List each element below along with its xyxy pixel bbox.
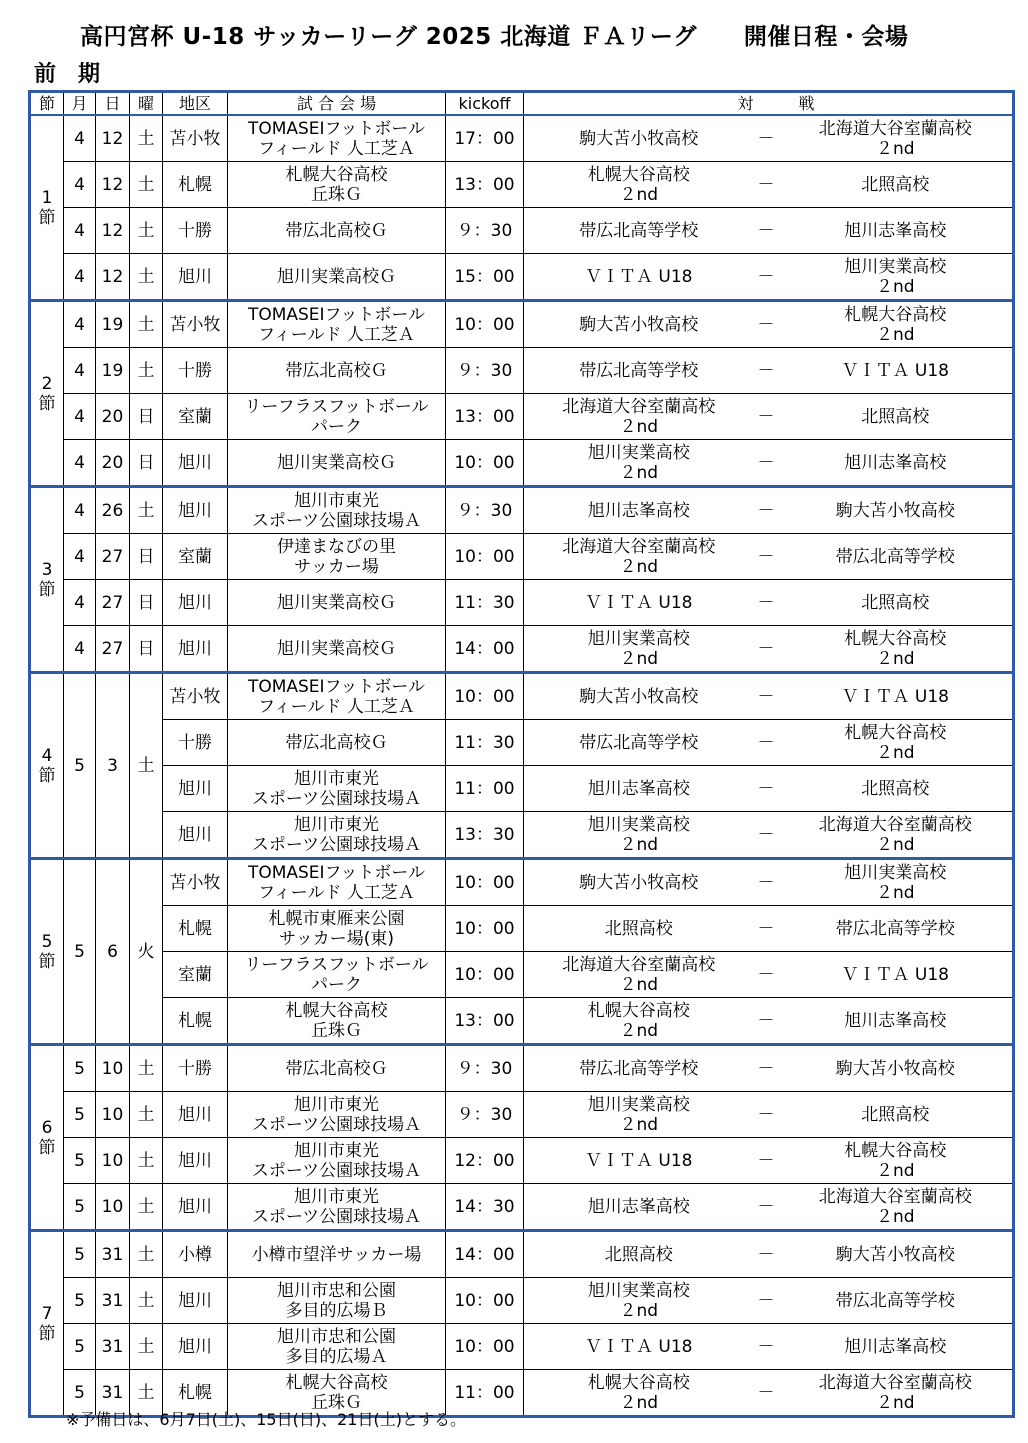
table-row bbox=[30, 859, 1014, 906]
weekday-cell: 土 bbox=[130, 115, 163, 162]
month-cell: 4 bbox=[64, 254, 96, 301]
header-match-spacer bbox=[754, 92, 779, 116]
header-area: 地区 bbox=[163, 92, 228, 116]
table-row bbox=[30, 720, 1014, 766]
month-cell: 5 bbox=[64, 1184, 96, 1231]
venue-cell: 旭川市東光 スポーツ公園球技場Ａ bbox=[228, 812, 446, 859]
month-cell: 5 bbox=[64, 1324, 96, 1370]
table-row bbox=[30, 208, 1014, 254]
weekday-cell: 日 bbox=[130, 626, 163, 673]
venue-cell: 旭川市東光 スポーツ公園球技場Ａ bbox=[228, 1184, 446, 1231]
home-team-cell: 北照高校 bbox=[524, 906, 754, 952]
venue-cell: リーフラスフットボール パーク bbox=[228, 952, 446, 998]
kickoff-cell: ９：30 bbox=[446, 487, 524, 534]
versus-dash: － bbox=[754, 1324, 779, 1370]
month-cell: 4 bbox=[64, 580, 96, 626]
round-label: 3 節 bbox=[30, 487, 64, 673]
venue-cell: 札幌大谷高校 丘珠Ｇ bbox=[228, 1370, 446, 1417]
venue-cell: 旭川実業高校Ｇ bbox=[228, 254, 446, 301]
month-cell: 4 bbox=[64, 487, 96, 534]
venue-cell: TOMASEIフットボール フィールド 人工芝Ａ bbox=[228, 859, 446, 906]
versus-dash: － bbox=[754, 348, 779, 394]
area-cell: 室蘭 bbox=[163, 534, 228, 580]
area-cell: 札幌 bbox=[163, 162, 228, 208]
weekday-cell: 土 bbox=[130, 487, 163, 534]
away-team-cell: 北海道大谷室蘭高校 ２nd bbox=[779, 812, 1014, 859]
versus-dash: － bbox=[754, 859, 779, 906]
table-row bbox=[30, 766, 1014, 812]
away-team-cell: 駒大苫小牧高校 bbox=[779, 1045, 1014, 1092]
area-cell: 旭川 bbox=[163, 812, 228, 859]
away-team-cell: 帯広北高等学校 bbox=[779, 906, 1014, 952]
kickoff-cell: 10：00 bbox=[446, 859, 524, 906]
away-team-cell: 旭川実業高校 ２nd bbox=[779, 859, 1014, 906]
day-cell: 19 bbox=[96, 348, 130, 394]
month-cell: 4 bbox=[64, 115, 96, 162]
kickoff-cell: 14：00 bbox=[446, 1231, 524, 1278]
day-cell: 31 bbox=[96, 1370, 130, 1417]
away-team-cell: 北照高校 bbox=[779, 394, 1014, 440]
venue-cell: 旭川市忠和公園 多目的広場Ａ bbox=[228, 1324, 446, 1370]
kickoff-cell: 13：00 bbox=[446, 162, 524, 208]
away-team-cell: 北照高校 bbox=[779, 580, 1014, 626]
kickoff-cell: 11：00 bbox=[446, 1370, 524, 1417]
document-title: 高円宮杯 U-18 サッカーリーグ 2025 北海道 ＦＡリーグ 開催日程・会場 bbox=[80, 24, 909, 50]
month-cell: 5 bbox=[64, 1092, 96, 1138]
schedule-table bbox=[28, 90, 1015, 1418]
month-cell: 4 bbox=[64, 208, 96, 254]
versus-dash: － bbox=[754, 580, 779, 626]
weekday-cell: 土 bbox=[130, 301, 163, 348]
area-cell: 小樽 bbox=[163, 1231, 228, 1278]
versus-dash: － bbox=[754, 394, 779, 440]
versus-dash: － bbox=[754, 906, 779, 952]
weekday-cell: 土 bbox=[130, 348, 163, 394]
versus-dash: － bbox=[754, 534, 779, 580]
venue-cell: 帯広北高校Ｇ bbox=[228, 720, 446, 766]
header-venue: 試 合 会 場 bbox=[228, 92, 446, 116]
table-row bbox=[30, 580, 1014, 626]
away-team-cell: 札幌大谷高校 ２nd bbox=[779, 301, 1014, 348]
away-team-cell: 札幌大谷高校 ２nd bbox=[779, 720, 1014, 766]
kickoff-cell: 10：00 bbox=[446, 1324, 524, 1370]
versus-dash: － bbox=[754, 1370, 779, 1417]
versus-dash: － bbox=[754, 1045, 779, 1092]
venue-cell: 伊達まなびの里 サッカー場 bbox=[228, 534, 446, 580]
day-cell: 12 bbox=[96, 115, 130, 162]
away-team-cell: 旭川志峯高校 bbox=[779, 1324, 1014, 1370]
month-cell: 5 bbox=[64, 1138, 96, 1184]
weekday-cell: 土 bbox=[130, 673, 163, 859]
kickoff-cell: 13：00 bbox=[446, 394, 524, 440]
area-cell: 苫小牧 bbox=[163, 673, 228, 720]
table-row bbox=[30, 162, 1014, 208]
weekday-cell: 火 bbox=[130, 859, 163, 1045]
area-cell: 苫小牧 bbox=[163, 859, 228, 906]
weekday-cell: 土 bbox=[130, 1138, 163, 1184]
venue-cell: 旭川実業高校Ｇ bbox=[228, 580, 446, 626]
versus-dash: － bbox=[754, 720, 779, 766]
kickoff-cell: 10：00 bbox=[446, 673, 524, 720]
away-team-cell: ＶＩＴＡ U18 bbox=[779, 673, 1014, 720]
day-cell: 26 bbox=[96, 487, 130, 534]
versus-dash: － bbox=[754, 673, 779, 720]
day-cell: 31 bbox=[96, 1278, 130, 1324]
weekday-cell: 日 bbox=[130, 534, 163, 580]
kickoff-cell: 11：30 bbox=[446, 580, 524, 626]
area-cell: 十勝 bbox=[163, 720, 228, 766]
table-row bbox=[30, 115, 1014, 162]
area-cell: 旭川 bbox=[163, 626, 228, 673]
venue-cell: 小樽市望洋サッカー場 bbox=[228, 1231, 446, 1278]
home-team-cell: 駒大苫小牧高校 bbox=[524, 859, 754, 906]
kickoff-cell: 15：00 bbox=[446, 254, 524, 301]
weekday-cell: 土 bbox=[130, 1278, 163, 1324]
weekday-cell: 日 bbox=[130, 440, 163, 487]
header-setsu: 節 bbox=[30, 92, 64, 116]
home-team-cell: 帯広北高等学校 bbox=[524, 208, 754, 254]
table-row bbox=[30, 906, 1014, 952]
away-team-cell: ＶＩＴＡ U18 bbox=[779, 952, 1014, 998]
kickoff-cell: 12：00 bbox=[446, 1138, 524, 1184]
day-cell: 19 bbox=[96, 301, 130, 348]
home-team-cell: 北海道大谷室蘭高校 ２nd bbox=[524, 952, 754, 998]
home-team-cell: 旭川実業高校 ２nd bbox=[524, 1092, 754, 1138]
round-label: 4 節 bbox=[30, 673, 64, 859]
day-cell: 31 bbox=[96, 1324, 130, 1370]
month-cell: 4 bbox=[64, 162, 96, 208]
table-row bbox=[30, 487, 1014, 534]
header-row bbox=[30, 92, 1014, 116]
day-cell: 27 bbox=[96, 626, 130, 673]
footnote: ※予備日は、6月7日(土)、15日(日)、21日(土)とする。 bbox=[66, 1410, 466, 1429]
area-cell: 旭川 bbox=[163, 1184, 228, 1231]
area-cell: 旭川 bbox=[163, 766, 228, 812]
weekday-cell: 土 bbox=[130, 1370, 163, 1417]
area-cell: 札幌 bbox=[163, 906, 228, 952]
day-cell: 10 bbox=[96, 1138, 130, 1184]
kickoff-cell: 10：00 bbox=[446, 301, 524, 348]
venue-cell: 札幌市東雁来公園 サッカー場(東) bbox=[228, 906, 446, 952]
kickoff-cell: ９：30 bbox=[446, 348, 524, 394]
versus-dash: － bbox=[754, 301, 779, 348]
header-weekday: 曜 bbox=[130, 92, 163, 116]
header-kickoff: kickoff bbox=[446, 92, 524, 116]
area-cell: 旭川 bbox=[163, 1324, 228, 1370]
away-team-cell: 旭川志峯高校 bbox=[779, 440, 1014, 487]
month-cell: 5 bbox=[64, 1045, 96, 1092]
home-team-cell: 旭川実業高校 ２nd bbox=[524, 626, 754, 673]
venue-cell: 旭川市東光 スポーツ公園球技場Ａ bbox=[228, 1138, 446, 1184]
round-label: 7 節 bbox=[30, 1231, 64, 1417]
weekday-cell: 土 bbox=[130, 1045, 163, 1092]
away-team-cell: ＶＩＴＡ U18 bbox=[779, 348, 1014, 394]
kickoff-cell: 14：00 bbox=[446, 626, 524, 673]
month-cell: 5 bbox=[64, 673, 96, 859]
venue-cell: 旭川市忠和公園 多目的広場Ｂ bbox=[228, 1278, 446, 1324]
kickoff-cell: ９：30 bbox=[446, 1045, 524, 1092]
versus-dash: － bbox=[754, 812, 779, 859]
area-cell: 旭川 bbox=[163, 254, 228, 301]
kickoff-cell: 14：30 bbox=[446, 1184, 524, 1231]
home-team-cell: 北照高校 bbox=[524, 1231, 754, 1278]
away-team-cell: 北海道大谷室蘭高校 ２nd bbox=[779, 1370, 1014, 1417]
away-team-cell: 帯広北高等学校 bbox=[779, 534, 1014, 580]
kickoff-cell: 10：00 bbox=[446, 952, 524, 998]
kickoff-cell: 11：30 bbox=[446, 720, 524, 766]
home-team-cell: 旭川志峯高校 bbox=[524, 487, 754, 534]
day-cell: 10 bbox=[96, 1092, 130, 1138]
venue-cell: 旭川実業高校Ｇ bbox=[228, 626, 446, 673]
month-cell: 4 bbox=[64, 394, 96, 440]
day-cell: 6 bbox=[96, 859, 130, 1045]
home-team-cell: 帯広北高等学校 bbox=[524, 348, 754, 394]
day-cell: 3 bbox=[96, 673, 130, 859]
venue-cell: 旭川市東光 スポーツ公園球技場Ａ bbox=[228, 1092, 446, 1138]
table-row bbox=[30, 348, 1014, 394]
away-team-cell: 北海道大谷室蘭高校 ２nd bbox=[779, 115, 1014, 162]
area-cell: 旭川 bbox=[163, 487, 228, 534]
weekday-cell: 土 bbox=[130, 1324, 163, 1370]
month-cell: 5 bbox=[64, 1370, 96, 1417]
versus-dash: － bbox=[754, 998, 779, 1045]
versus-dash: － bbox=[754, 1092, 779, 1138]
home-team-cell: ＶＩＴＡ U18 bbox=[524, 1324, 754, 1370]
home-team-cell: 北海道大谷室蘭高校 ２nd bbox=[524, 534, 754, 580]
table-row bbox=[30, 952, 1014, 998]
versus-dash: － bbox=[754, 254, 779, 301]
home-team-cell: 駒大苫小牧高校 bbox=[524, 673, 754, 720]
day-cell: 12 bbox=[96, 208, 130, 254]
table-row bbox=[30, 440, 1014, 487]
area-cell: 旭川 bbox=[163, 1278, 228, 1324]
venue-cell: 旭川市東光 スポーツ公園球技場Ａ bbox=[228, 487, 446, 534]
round-label: 2 節 bbox=[30, 301, 64, 487]
round-label: 1 節 bbox=[30, 115, 64, 301]
header-day: 日 bbox=[96, 92, 130, 116]
header-match-left: 対 bbox=[524, 92, 754, 116]
month-cell: 4 bbox=[64, 534, 96, 580]
table-row bbox=[30, 1231, 1014, 1278]
away-team-cell: 北照高校 bbox=[779, 766, 1014, 812]
venue-cell: 旭川市東光 スポーツ公園球技場Ａ bbox=[228, 766, 446, 812]
area-cell: 十勝 bbox=[163, 348, 228, 394]
venue-cell: 札幌大谷高校 丘珠Ｇ bbox=[228, 998, 446, 1045]
table-row bbox=[30, 1184, 1014, 1231]
month-cell: 4 bbox=[64, 626, 96, 673]
section-title: 前 期 bbox=[34, 62, 101, 87]
area-cell: 旭川 bbox=[163, 1092, 228, 1138]
home-team-cell: 札幌大谷高校 ２nd bbox=[524, 162, 754, 208]
table-row bbox=[30, 1092, 1014, 1138]
kickoff-cell: 10：00 bbox=[446, 534, 524, 580]
kickoff-cell: 11：00 bbox=[446, 766, 524, 812]
venue-cell: TOMASEIフットボール フィールド 人工芝Ａ bbox=[228, 301, 446, 348]
home-team-cell: 帯広北高等学校 bbox=[524, 720, 754, 766]
away-team-cell: 札幌大谷高校 ２nd bbox=[779, 626, 1014, 673]
venue-cell: 帯広北高校Ｇ bbox=[228, 348, 446, 394]
area-cell: 旭川 bbox=[163, 1138, 228, 1184]
home-team-cell: 旭川志峯高校 bbox=[524, 766, 754, 812]
venue-cell: 帯広北高校Ｇ bbox=[228, 1045, 446, 1092]
weekday-cell: 土 bbox=[130, 208, 163, 254]
versus-dash: － bbox=[754, 1184, 779, 1231]
kickoff-cell: ９：30 bbox=[446, 1092, 524, 1138]
month-cell: 4 bbox=[64, 301, 96, 348]
table-row bbox=[30, 1324, 1014, 1370]
away-team-cell: 旭川志峯高校 bbox=[779, 208, 1014, 254]
away-team-cell: 帯広北高等学校 bbox=[779, 1278, 1014, 1324]
venue-cell: 札幌大谷高校 丘珠Ｇ bbox=[228, 162, 446, 208]
kickoff-cell: ９：30 bbox=[446, 208, 524, 254]
versus-dash: － bbox=[754, 1278, 779, 1324]
versus-dash: － bbox=[754, 1138, 779, 1184]
versus-dash: － bbox=[754, 626, 779, 673]
area-cell: 札幌 bbox=[163, 1370, 228, 1417]
weekday-cell: 日 bbox=[130, 394, 163, 440]
home-team-cell: 駒大苫小牧高校 bbox=[524, 301, 754, 348]
away-team-cell: 旭川実業高校 ２nd bbox=[779, 254, 1014, 301]
weekday-cell: 土 bbox=[130, 1092, 163, 1138]
kickoff-cell: 10：00 bbox=[446, 1278, 524, 1324]
weekday-cell: 土 bbox=[130, 162, 163, 208]
month-cell: 5 bbox=[64, 859, 96, 1045]
area-cell: 室蘭 bbox=[163, 394, 228, 440]
table-row bbox=[30, 626, 1014, 673]
area-cell: 札幌 bbox=[163, 998, 228, 1045]
kickoff-cell: 13：00 bbox=[446, 998, 524, 1045]
venue-cell: TOMASEIフットボール フィールド 人工芝Ａ bbox=[228, 673, 446, 720]
table-row bbox=[30, 1045, 1014, 1092]
day-cell: 10 bbox=[96, 1184, 130, 1231]
table-row bbox=[30, 1138, 1014, 1184]
home-team-cell: 北海道大谷室蘭高校 ２nd bbox=[524, 394, 754, 440]
table-row bbox=[30, 394, 1014, 440]
table-row bbox=[30, 1278, 1014, 1324]
versus-dash: － bbox=[754, 766, 779, 812]
home-team-cell: ＶＩＴＡ U18 bbox=[524, 580, 754, 626]
kickoff-cell: 10：00 bbox=[446, 440, 524, 487]
area-cell: 旭川 bbox=[163, 440, 228, 487]
home-team-cell: 旭川実業高校 ２nd bbox=[524, 440, 754, 487]
month-cell: 5 bbox=[64, 1231, 96, 1278]
table-row bbox=[30, 812, 1014, 859]
area-cell: 旭川 bbox=[163, 580, 228, 626]
day-cell: 12 bbox=[96, 162, 130, 208]
area-cell: 十勝 bbox=[163, 1045, 228, 1092]
versus-dash: － bbox=[754, 208, 779, 254]
month-cell: 4 bbox=[64, 348, 96, 394]
schedule-body bbox=[30, 115, 1014, 1417]
kickoff-cell: 17：00 bbox=[446, 115, 524, 162]
versus-dash: － bbox=[754, 487, 779, 534]
day-cell: 20 bbox=[96, 440, 130, 487]
away-team-cell: 北照高校 bbox=[779, 162, 1014, 208]
header-month: 月 bbox=[64, 92, 96, 116]
area-cell: 苫小牧 bbox=[163, 115, 228, 162]
home-team-cell: 旭川志峯高校 bbox=[524, 1184, 754, 1231]
home-team-cell: 札幌大谷高校 ２nd bbox=[524, 1370, 754, 1417]
home-team-cell: 帯広北高等学校 bbox=[524, 1045, 754, 1092]
day-cell: 31 bbox=[96, 1231, 130, 1278]
away-team-cell: 北照高校 bbox=[779, 1092, 1014, 1138]
day-cell: 20 bbox=[96, 394, 130, 440]
home-team-cell: ＶＩＴＡ U18 bbox=[524, 1138, 754, 1184]
month-cell: 4 bbox=[64, 440, 96, 487]
home-team-cell: 旭川実業高校 ２nd bbox=[524, 812, 754, 859]
away-team-cell: 旭川志峯高校 bbox=[779, 998, 1014, 1045]
versus-dash: － bbox=[754, 440, 779, 487]
day-cell: 10 bbox=[96, 1045, 130, 1092]
versus-dash: － bbox=[754, 162, 779, 208]
table-row bbox=[30, 673, 1014, 720]
home-team-cell: ＶＩＴＡ U18 bbox=[524, 254, 754, 301]
weekday-cell: 日 bbox=[130, 580, 163, 626]
table-row bbox=[30, 301, 1014, 348]
venue-cell: TOMASEIフットボール フィールド 人工芝Ａ bbox=[228, 115, 446, 162]
away-team-cell: 駒大苫小牧高校 bbox=[779, 1231, 1014, 1278]
weekday-cell: 土 bbox=[130, 254, 163, 301]
home-team-cell: 旭川実業高校 ２nd bbox=[524, 1278, 754, 1324]
versus-dash: － bbox=[754, 952, 779, 998]
table-row bbox=[30, 998, 1014, 1045]
round-label: 6 節 bbox=[30, 1045, 64, 1231]
versus-dash: － bbox=[754, 1231, 779, 1278]
round-label: 5 節 bbox=[30, 859, 64, 1045]
weekday-cell: 土 bbox=[130, 1184, 163, 1231]
away-team-cell: 北海道大谷室蘭高校 ２nd bbox=[779, 1184, 1014, 1231]
home-team-cell: 札幌大谷高校 ２nd bbox=[524, 998, 754, 1045]
venue-cell: 旭川実業高校Ｇ bbox=[228, 440, 446, 487]
kickoff-cell: 13：30 bbox=[446, 812, 524, 859]
table-row bbox=[30, 534, 1014, 580]
weekday-cell: 土 bbox=[130, 1231, 163, 1278]
header-match-right: 戦 bbox=[779, 92, 1014, 116]
versus-dash: － bbox=[754, 115, 779, 162]
away-team-cell: 札幌大谷高校 ２nd bbox=[779, 1138, 1014, 1184]
month-cell: 5 bbox=[64, 1278, 96, 1324]
table-row bbox=[30, 254, 1014, 301]
away-team-cell: 駒大苫小牧高校 bbox=[779, 487, 1014, 534]
kickoff-cell: 10：00 bbox=[446, 906, 524, 952]
day-cell: 27 bbox=[96, 534, 130, 580]
area-cell: 十勝 bbox=[163, 208, 228, 254]
area-cell: 室蘭 bbox=[163, 952, 228, 998]
venue-cell: 帯広北高校Ｇ bbox=[228, 208, 446, 254]
home-team-cell: 駒大苫小牧高校 bbox=[524, 115, 754, 162]
area-cell: 苫小牧 bbox=[163, 301, 228, 348]
venue-cell: リーフラスフットボール パーク bbox=[228, 394, 446, 440]
day-cell: 27 bbox=[96, 580, 130, 626]
day-cell: 12 bbox=[96, 254, 130, 301]
